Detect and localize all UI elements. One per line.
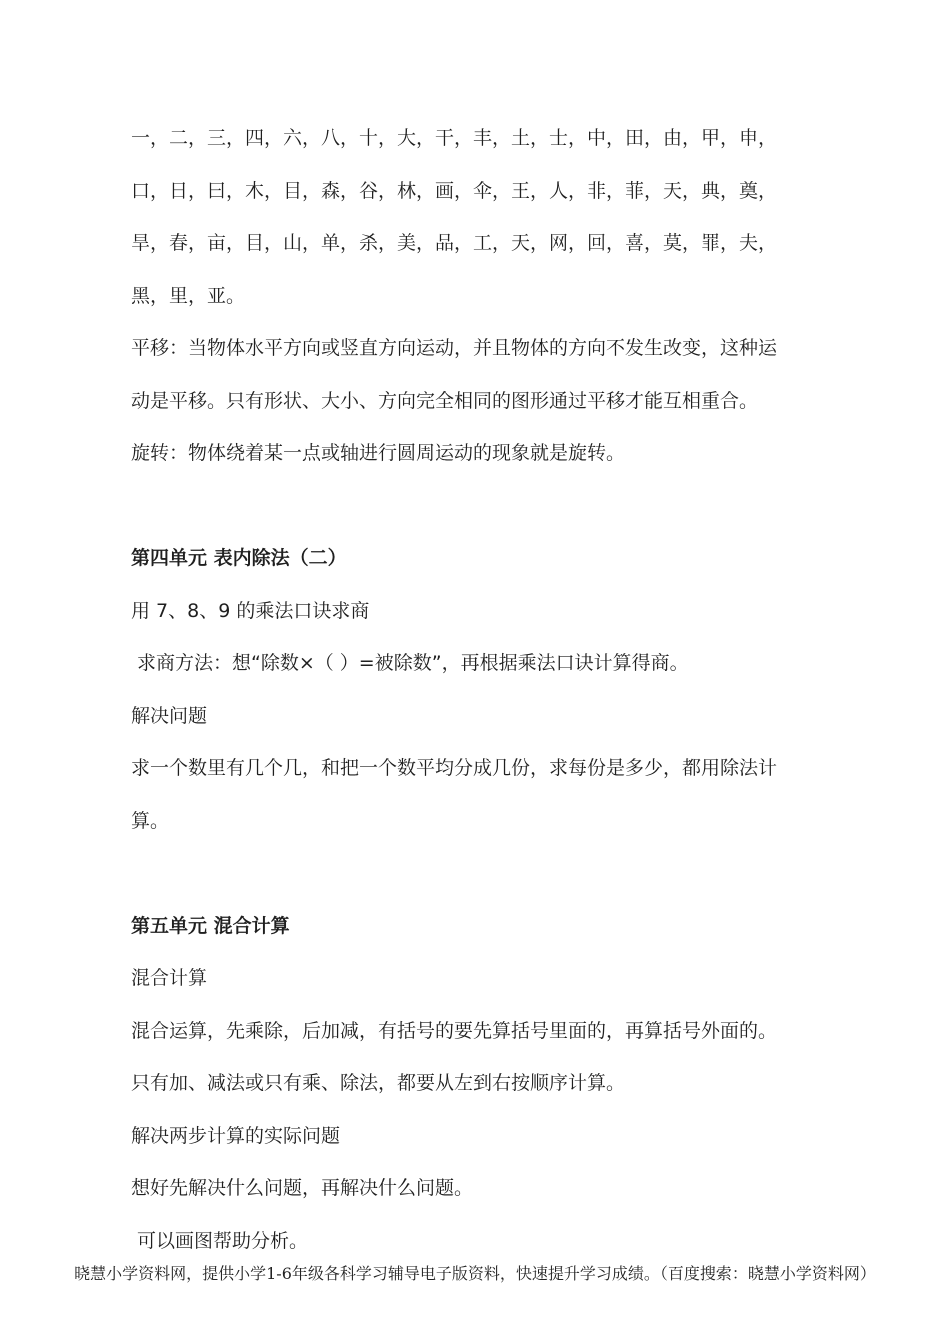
unit5-rule: 只有加、减法或只有乘、除法，都要从左到右按顺序计算。 [131,1072,626,1094]
unit5-problem-text: 想好先解决什么问题，再解决什么问题。 [131,1177,474,1199]
unit5-problem-title: 解决两步计算的实际问题 [131,1124,341,1147]
unit5-problem-text: 可以画图帮助分析。 [137,1229,309,1252]
unit4-heading: 第四单元 表内除法（二） [131,547,347,569]
unit5-rule: 混合运算，先乘除，后加减，有括号的要先算括号里面的，再算括号外面的。 [131,1019,778,1042]
unit4-problem-text: 求一个数里有几个几，和把一个数平均分成几份，求每份是多少，都用除法计 [131,757,778,779]
document-body [131,112,831,1267]
unit5-subtitle: 混合计算 [131,967,208,989]
rotation-definition: 旋转：物体绕着某一点或轴进行圆周运动的现象就是旋转。 [131,442,626,464]
unit4-subtitle: 用 7、8、9 的乘法口诀求商 [131,599,370,622]
character-list-line: 一，二，三，四，六，八，十，大，干，丰，土，士，中，田，由，甲，申， [131,127,778,149]
section-spacer [131,480,831,533]
page-footer: 晓慧小学资料网，提供小学1-6年级各科学习辅导电子版资料，快速提升学习成绩。（百度搜索：晓慧小学资料网） [74,1264,876,1283]
section-spacer [131,847,831,900]
unit5-heading: 第五单元 混合计算 [131,914,290,937]
character-list-line: 旱，春，亩，目，山，单，杀，美，品，工，天，网，回，喜，莫，罪，夫， [131,232,778,254]
translation-definition-line: 平移：当物体水平方向或竖直方向运动，并且物体的方向不发生改变，这种运 [131,337,778,359]
unit4-problem-text: 算。 [131,809,170,832]
character-list-line: 口，日，曰，木，目，森，谷，林，画，伞，王，人，非，菲，天，典，奠， [131,179,778,202]
translation-definition-line: 动是平移。只有形状、大小、方向完全相同的图形通过平移才能互相重合。 [131,389,759,412]
unit4-problem-title: 解决问题 [131,704,208,727]
unit4-method: 求商方法：想“除数×（ ）=被除数”，再根据乘法口诀计算得商。 [137,652,689,674]
character-list-line: 黑，里，亚。 [131,284,246,307]
